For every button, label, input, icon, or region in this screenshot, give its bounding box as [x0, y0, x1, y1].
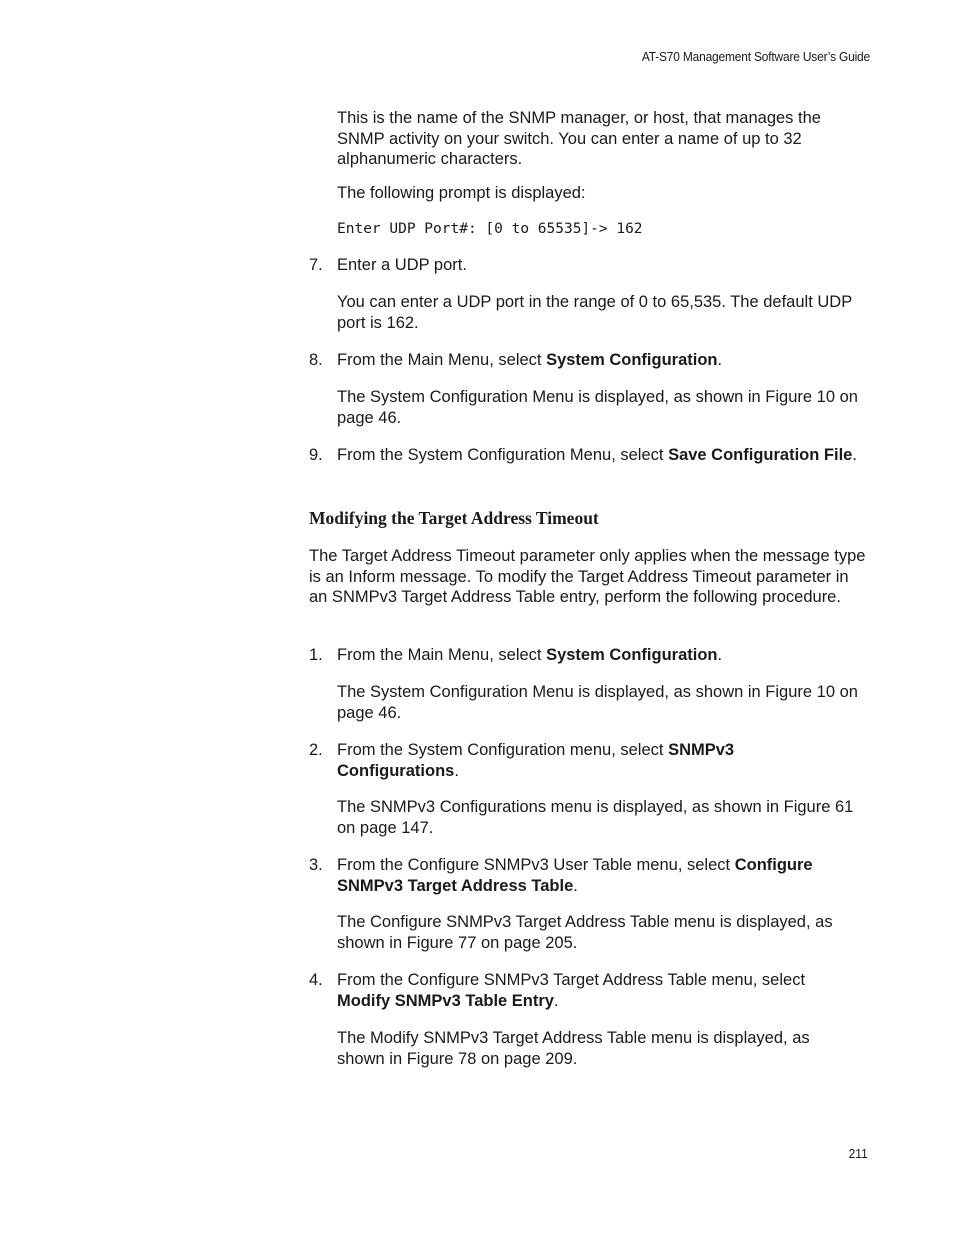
- menu-option: Save Configuration File: [668, 446, 853, 464]
- step-number: 9.: [309, 446, 323, 464]
- menu-option: Modify SNMPv3 Table Entry: [337, 991, 554, 1010]
- prompt-intro: The following prompt is displayed:: [337, 184, 586, 202]
- step-text: From the Main Menu, select System Configuration.: [337, 351, 723, 369]
- step-note: You can enter a UDP port in the range of 0 to 65,535. The default UDP port is 162.: [337, 293, 852, 332]
- step-note: The Configure SNMPv3 Target Address Table menu is displayed, as shown in Figure 77 on page 205.: [337, 913, 833, 952]
- menu-option: System Configuration: [546, 646, 718, 664]
- step-text: From the System Configuration Menu, select Save Configuration File.: [337, 446, 857, 464]
- step-text: From the Configure SNMPv3 Target Address Table menu, select Modify SNMPv3 Table Entry.: [337, 971, 806, 1010]
- menu-option: Configure SNMPv3 Target Address Table: [337, 856, 813, 895]
- step-text: From the Main Menu, select System Configuration.: [337, 646, 723, 664]
- step-number: 8.: [309, 351, 323, 369]
- step-text: From the System Configuration menu, select SNMPv3 Configurations.: [337, 741, 735, 780]
- step-number: 1.: [309, 646, 323, 664]
- intro-paragraph: This is the name of the SNMP manager, or host, that manages the SNMP activity on your switch. You can enter a name of up to 32 alphanumeric characters.: [337, 109, 821, 168]
- running-header: AT-S70 Management Software User’s Guide: [641, 49, 870, 64]
- step-note: The System Configuration Menu is displayed, as shown in Figure 10 on page 46.: [337, 388, 858, 427]
- step-number: 7.: [309, 256, 323, 274]
- step-text: Enter a UDP port.: [337, 256, 467, 274]
- section-intro: The Target Address Timeout parameter only applies when the message type is an Inform message. To modify the Target Address Timeout parameter in an SNMPv3 Target Address Table entry, perform the following procedure.: [309, 547, 866, 606]
- step-note: The System Configuration Menu is displayed, as shown in Figure 10 on page 46.: [337, 683, 858, 722]
- menu-option: System Configuration: [546, 351, 718, 369]
- step-number: 4.: [309, 971, 323, 989]
- step-number: 3.: [309, 856, 323, 874]
- section-heading: Modifying the Target Address Timeout: [309, 508, 599, 528]
- udp-port-prompt: Enter UDP Port#: [0 to 65535]-> 162: [337, 221, 643, 237]
- step-number: 2.: [309, 741, 323, 759]
- step-note: The SNMPv3 Configurations menu is displayed, as shown in Figure 61 on page 147.: [337, 798, 854, 837]
- step-text: From the Configure SNMPv3 User Table menu, select Configure SNMPv3 Target Address Table.: [337, 856, 813, 895]
- menu-option: SNMPv3 Configurations: [337, 741, 735, 780]
- page-number: 211: [848, 1146, 868, 1161]
- step-note: The Modify SNMPv3 Target Address Table menu is displayed, as shown in Figure 78 on page 209.: [337, 1029, 810, 1068]
